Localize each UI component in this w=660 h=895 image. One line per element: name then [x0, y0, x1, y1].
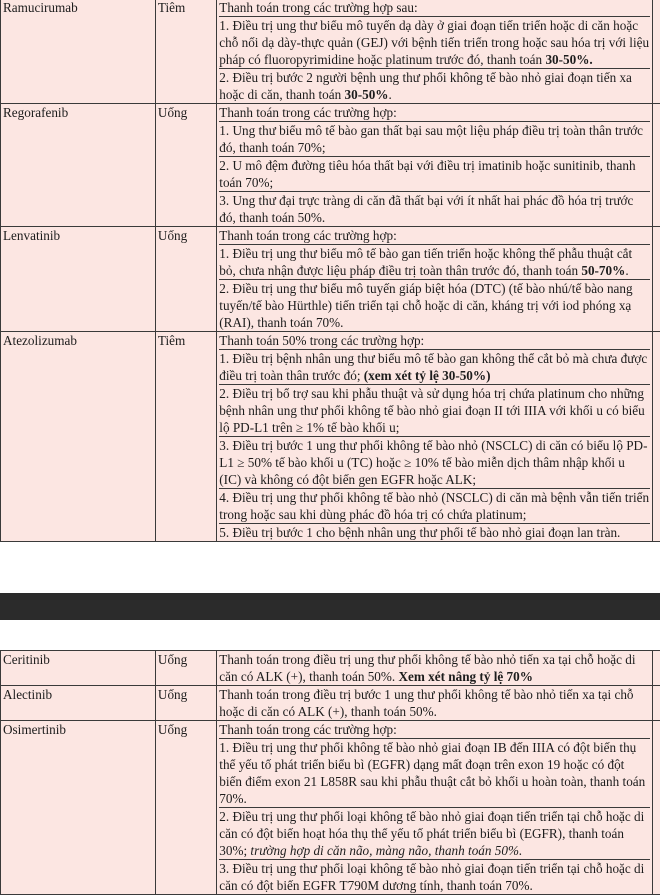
condition-line [219, 385, 650, 437]
condition-bold-text: Xem xét nâng tỷ lệ 70% [398, 669, 532, 684]
condition-text: 3. Ung thư đại trực tràng di căn đã thất bại với ít nhất hai phác đồ hóa trị trước đó, thanh toán 50%. [219, 193, 633, 225]
table-row [1, 686, 660, 721]
condition-line [219, 524, 650, 541]
condition-line [219, 808, 650, 860]
drug-name-cell: Ceritinib [1, 651, 156, 686]
condition-trailing-text: . [389, 87, 392, 102]
condition-bold-text: 30-50% [345, 87, 389, 102]
condition-bold-text: 30-50%. [545, 52, 592, 67]
condition-text: Thanh toán trong các trường hợp: [219, 722, 396, 737]
condition-line [219, 332, 650, 350]
condition-text: 4. Điều trị ung thư phổi không tế bào nhỏ (NSCLC) di căn mà bệnh vẫn tiến triển trong hoặc sau khi dùng phác đồ hóa trị có chứa platinum; [219, 490, 649, 522]
condition-text: 1. Điều trị ung thư phổi không tế bào nhỏ giai đoạn IB đến IIIA có đột biến thụ thể yếu tố phát triển biểu bì (EGFR) dạng mất đoạn trên exon 19 hoặc có đột biến điểm exon 21 L858R sau khi phẫu thuật cắt bỏ khối u hoàn toàn, thanh toán 70%. [219, 740, 645, 806]
condition-trailing-text: . [625, 263, 628, 278]
condition-italic-text: trường hợp di căn não, màng não, thanh toán 50%. [250, 843, 522, 858]
condition-text: 1. Điều trị bệnh nhân ung thư biểu mô tế bào gan không thể cắt bỏ mà chưa được điều trị toàn thân trước đó; [219, 351, 647, 383]
extra-column-cell [652, 721, 660, 895]
condition-text: Thanh toán trong điều trị ung thư phổi không tế bào nhỏ tiến xa tại chỗ hoặc di căn có ALK (+), thanh toán 50%. [219, 652, 635, 684]
condition-line [219, 157, 650, 192]
condition-text: 3. Điều trị ung thư phổi loại không tế bào nhỏ giai đoạn tiến triển tại chỗ hoặc di căn có đột biến EGFR T790M dương tính, thanh toán 70%. [219, 861, 644, 893]
condition-line [219, 489, 650, 524]
route-cell: Uống [155, 104, 216, 227]
condition-text: 2. Điều trị bổ trợ sau khi phẫu thuật và sử dụng hóa trị chứa platinum cho những bệnh nhân ung thư phổi không tế bào nhỏ giai đoạn II tới IIIA với khối u có biểu lộ PD-L1 trên ≥ 1% tế bào khối u; [219, 386, 644, 435]
route-cell: Tiêm [155, 332, 216, 542]
extra-column-cell [652, 651, 660, 686]
drug-name-cell: Alectinib [1, 686, 156, 721]
condition-text: Thanh toán trong các trường hợp sau: [219, 0, 417, 15]
route-cell: Uống [155, 721, 216, 895]
condition-line [219, 651, 650, 685]
table-row [1, 332, 660, 542]
route-cell: Uống [155, 227, 216, 332]
drug-name-cell: Regorafenib [1, 104, 156, 227]
route-cell: Uống [155, 686, 216, 721]
section-divider-band [0, 593, 660, 620]
extra-column-cell [652, 332, 660, 542]
extra-column-cell [652, 686, 660, 721]
condition-line [219, 122, 650, 157]
extra-column-cell [652, 227, 660, 332]
condition-line [219, 280, 650, 331]
condition-text: 2. Điều trị bước 2 người bệnh ung thư phổi không tế bào nhỏ giai đoạn tiến xa hoặc di căn, thanh toán [219, 70, 632, 102]
drug-name-cell: Lenvatinib [1, 227, 156, 332]
payment-conditions-cell [217, 686, 653, 721]
condition-line [219, 686, 650, 720]
condition-text: Thanh toán trong điều trị bước 1 ung thư phổi không tế bào nhỏ tiến xa tại chỗ hoặc di căn có ALK (+), thanh toán 50%. [219, 687, 633, 719]
condition-line [219, 17, 650, 69]
payment-conditions-cell [217, 332, 653, 542]
condition-bold-text: 50-70% [581, 263, 625, 278]
condition-line [219, 739, 650, 808]
condition-line [219, 192, 650, 226]
bottom-drug-table [0, 650, 660, 895]
table-row [1, 651, 660, 686]
condition-text: 2. Điều trị ung thư phổi loại không tế bào nhỏ giai đoạn tiến triển tại chỗ hoặc di căn có đột biến hoạt hóa thụ thể yếu tố phát triển biểu bì (EGFR), thanh toán 30%; [219, 809, 644, 858]
condition-line [219, 227, 650, 245]
condition-line [219, 860, 650, 894]
table-row [1, 721, 660, 895]
condition-text: Thanh toán trong các trường hợp: [219, 228, 396, 243]
route-cell: Tiêm [155, 0, 216, 104]
bottom-table-section [0, 650, 660, 890]
extra-column-cell [652, 104, 660, 227]
condition-line [219, 104, 650, 122]
condition-text: 2. U mô đệm đường tiêu hóa thất bại với điều trị imatinib hoặc sunitinib, thanh toán 70%; [219, 158, 635, 190]
table-row [1, 0, 660, 104]
condition-text: 1. Ung thư biểu mô tế bào gan thất bại sau một liệu pháp điều trị toàn thân trước đó, thanh toán 70%; [219, 123, 643, 155]
condition-text: 1. Điều trị ung thư biểu mô tế bào gan tiến triển hoặc không thể phẫu thuật cắt bỏ, chưa nhận được liệu pháp điều trị toàn thân trước đó, thanh toán [219, 246, 632, 278]
condition-text: 2. Điều trị ung thư biểu mô tuyến giáp biệt hóa (DTC) (tế bào nhú/tế bào nang tuyến/tế bào Hürthle) tiến triển tại chỗ hoặc di căn, kháng trị với iod phóng xạ (RAI), thanh toán 70%. [219, 281, 632, 330]
condition-line [219, 69, 650, 103]
condition-line [219, 437, 650, 489]
condition-text: Thanh toán 50% trong các trường hợp: [219, 333, 424, 348]
condition-line [219, 350, 650, 385]
condition-text: Thanh toán trong các trường hợp: [219, 105, 396, 120]
condition-line [219, 0, 650, 17]
condition-text: 5. Điều trị bước 1 cho bệnh nhân ung thư phổi tế bào nhỏ giai đoạn lan tràn. [219, 525, 620, 540]
payment-conditions-cell [217, 651, 653, 686]
drug-name-cell: Osimertinib [1, 721, 156, 895]
payment-conditions-cell [217, 227, 653, 332]
payment-conditions-cell [217, 104, 653, 227]
extra-column-cell [652, 0, 660, 104]
condition-text: 3. Điều trị bước 1 ung thư phổi không tế bào nhỏ (NSCLC) di căn có biểu lộ PD-L1 ≥ 50% tế bào khối u (TC) hoặc ≥ 10% tế bào miễn dịch thâm nhập khối u (IC) và không có đột biến gen EGFR hoặc ALK; [219, 438, 647, 487]
payment-conditions-cell [217, 721, 653, 895]
condition-text: 1. Điều trị ung thư biểu mô tuyến dạ dày ở giai đoạn tiến triển hoặc di căn hoặc chỗ nối dạ dày-thực quản (GEJ) với bệnh tiến triển trong hoặc sau hóa trị với liệu pháp có fluoropyrimidine hoặc platinum trước đó, thanh toán [219, 18, 649, 67]
route-cell: Uống [155, 651, 216, 686]
condition-bold-text: (xem xét tỷ lệ 30-50%) [364, 368, 491, 383]
condition-line [219, 245, 650, 280]
drug-name-cell: Atezolizumab [1, 332, 156, 542]
table-row [1, 104, 660, 227]
table-row [1, 227, 660, 332]
payment-conditions-cell [217, 0, 653, 104]
condition-line [219, 721, 650, 739]
drug-name-cell: Ramucirumab [1, 0, 156, 104]
